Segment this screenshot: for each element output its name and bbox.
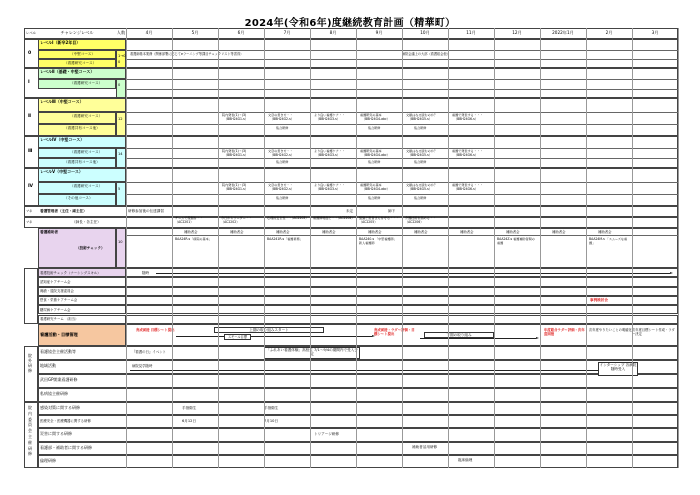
level0-note: 病院会議上の大部（看護総会他） [402, 51, 450, 56]
session-code: （BBH24G2-s） [270, 152, 294, 157]
month-gridline [586, 28, 587, 468]
external-row-name: 武田GP開業看護研修 [40, 377, 78, 382]
aux-session: 補助者会 [368, 230, 382, 234]
month-gridline [540, 28, 541, 468]
header-people: 人数 [116, 30, 126, 35]
session-title: 院内発表(1)〜(3) [222, 112, 247, 117]
session-title: 文章の書き方・・ [268, 112, 293, 117]
level-count: 14 [118, 152, 123, 156]
level-sub2: （その他コース） [64, 196, 93, 201]
month-gridline [218, 28, 219, 468]
mgmt-box: 上期の取り組みスタート [214, 327, 324, 333]
level-roman: 0 [28, 50, 32, 56]
internal-row-name: 医療安全・医療機器に関する研修 [40, 419, 91, 424]
manager-col8: 未定 [346, 209, 354, 213]
team-session: 介護技術を高める・・（AC2206） [405, 216, 436, 224]
session-title: 文章の書き方・・ [268, 148, 293, 153]
level-roman: Ⅳ [28, 184, 34, 189]
committee-name: 看護研究チーム （担当） [40, 317, 79, 321]
page-title: 2024年(令和6年)度継続教育計画（精華町） [244, 18, 456, 29]
common-note: 集合研修 [276, 126, 289, 131]
level-count-bg [116, 79, 126, 98]
external-label: 院外研修 [28, 353, 32, 373]
team-session: 看護師場面と・・（AC2204） [313, 216, 355, 220]
level-count: 1→0 [118, 53, 126, 58]
internal-item: 手指衛生 [182, 406, 197, 410]
committee-row [38, 277, 678, 286]
external-box: インターシップ 各病院 随時受入 [598, 362, 638, 376]
aux-note: BAA241R-s「看護業務」 [267, 237, 303, 241]
mgmt-item: 育成面接 目標シート提出 [136, 328, 175, 332]
mgmt-item: 次年度やりたいことの明確化 [589, 328, 632, 332]
month-header: 3月 [651, 30, 659, 35]
common-note: 集合研修 [368, 160, 381, 165]
committee-name: 認知症ケアチーム会 [40, 279, 71, 284]
header-level: レベル [25, 31, 37, 35]
external-arrow [130, 370, 630, 371]
level-count: 0 [118, 83, 121, 87]
session-code: （BBH24G5-s） [408, 116, 432, 121]
committee-row [38, 315, 678, 324]
session-title: 院内発表(1)〜(3) [222, 182, 247, 187]
manager-row2-roman: マネ [26, 220, 33, 224]
internal-label: 院内委員会主催研修 [28, 405, 32, 457]
common-note: 集合研修 [414, 126, 427, 131]
month-gridline [264, 28, 265, 468]
session-title: 看護研究の基本 [360, 148, 382, 153]
month-header: 4月 [145, 30, 153, 35]
internal-row [38, 402, 678, 415]
aux-block [38, 228, 678, 268]
team-session: 心理的安全性・・（AC2203） [267, 216, 309, 220]
common-note: 集合研修 [414, 196, 427, 201]
committee-row [38, 296, 678, 305]
level-sub1: （看護研究コース） [70, 149, 103, 154]
common-note: 集合研修 [368, 126, 381, 131]
manager-col9: 師下 [388, 209, 396, 213]
month-gridline [494, 28, 495, 468]
session-title: より良い看護ケア・・ [314, 148, 345, 153]
internal-row-name: 看護部・補助者に関する研修 [40, 444, 92, 450]
level-sub1: （看護研究コース） [70, 113, 103, 118]
committee-name: 看護技術チェック（ナーシングスキル） [40, 270, 101, 275]
committee-name: 糖尿病ケアチーム会 [40, 307, 71, 312]
mgmt-box: 下期の取り組み [424, 332, 494, 338]
committee-row [38, 305, 678, 314]
mgmt-item: 育成面接・ラダー評価・目標シート提出 [374, 328, 415, 337]
month-gridline [126, 28, 127, 468]
session-code: （BBH24G4-abc） [362, 152, 390, 157]
month-header: 9月 [375, 30, 383, 35]
session-title: 看護研究の基本 [360, 112, 382, 117]
team-session: 組織と患者さんを守る・・・（AC2205） [359, 216, 400, 224]
external-row [38, 374, 678, 388]
level-name: レベルⅢ（中堅コース） [40, 99, 84, 104]
mgmt-arrow [420, 338, 536, 339]
external-item: 病院見学随時 [132, 364, 153, 368]
committee-left-cell [24, 268, 38, 324]
level-name: レベルⅣ（中堅コース） [40, 137, 85, 142]
session-code: （BBH24G1-s） [224, 186, 248, 191]
month-gridline [448, 28, 449, 468]
aux-session: 補助者会 [506, 230, 520, 234]
team-session: 今日からリーダー・・（AC2202） [221, 216, 252, 224]
month-header: 10月 [420, 30, 430, 35]
committee-arrow [156, 273, 670, 274]
aux-name: 看護補助者 [40, 230, 58, 234]
level-count: 5 [118, 187, 121, 191]
external-box: 「ふれあい看護体験」高校生 7/1〜9/4の期間内で受入予定 [264, 347, 360, 359]
month-gridline [402, 28, 403, 468]
internal-row [38, 455, 678, 468]
aux-note: BAA24R-s「病院の基本」 [175, 237, 212, 241]
level-sub2: （看護共有コース他） [64, 126, 100, 131]
internal-row-name: 倫理研修 [40, 457, 56, 463]
mgmt-small: スモール目標 [224, 334, 251, 340]
month-header: 6月 [237, 30, 245, 35]
aux-count-bg [116, 228, 126, 268]
internal-item: 臨床倫理 [458, 458, 473, 462]
committee-name: 摂食・栄養ケアチーム会 [40, 298, 78, 303]
session-title: 文献はなぜ読むのか？ [406, 182, 437, 187]
level-roman: Ⅲ [28, 149, 33, 154]
internal-item: 補助者活用研修 [412, 445, 438, 449]
internal-item: 手指衛生 [264, 406, 279, 410]
month-gridline [356, 28, 357, 468]
month-header: 12月 [512, 30, 522, 35]
manager-row2-name: （師長・各主任） [72, 220, 101, 224]
common-note: 集合研修 [276, 196, 289, 201]
level-name: レベルⅠ（新卒2年目） [40, 40, 81, 45]
internal-item: トリアージ研修 [314, 432, 339, 436]
month-gridline [678, 28, 679, 468]
internal-item: 7月10日 [264, 419, 279, 423]
committee-note: 事例検討会 [590, 298, 608, 303]
month-header: 2022年1月 [552, 30, 574, 35]
session-title: 看護研究の基本 [360, 182, 382, 187]
training-plan-sheet [24, 28, 678, 468]
month-header: 5月 [191, 30, 199, 35]
session-code: （BBH24G1-s） [224, 152, 248, 157]
session-code: （BBH24G3-s） [316, 152, 340, 157]
level0-note: 看護師基本業務（関係部署に応じてeラーニング等課目チェックリスト等習得） [130, 51, 244, 56]
external-row-name: 看護協会主催活動等 [40, 349, 76, 354]
session-code: （BBH24G2-s） [270, 116, 294, 121]
session-title: 看護で発表する・・・ [452, 148, 483, 153]
common-note: 集合研修 [368, 196, 381, 201]
aux-session: 補助者会 [322, 230, 336, 234]
session-code: （BBH24G4-abc） [362, 116, 390, 121]
level-count-bg [116, 112, 126, 136]
mgmt-arrow [176, 336, 372, 337]
manager-roman: マネ [26, 209, 33, 213]
month-header: 2月 [605, 30, 613, 35]
manager-name: 看護管理者（主任・副主任） [40, 209, 87, 213]
level-sub2: （看護研究コース） [64, 61, 97, 66]
session-code: （BBH24G6-s） [454, 186, 478, 191]
level-sub1: （中堅コース） [70, 51, 95, 56]
level-count-bg [116, 50, 126, 68]
common-note: 集合研修 [414, 160, 427, 165]
month-gridline [172, 28, 173, 468]
session-title: 看護で発表する・・・ [452, 182, 483, 187]
aux-note: BAA24Z-s 看護補助者間の看護 [497, 237, 535, 245]
session-title: より良い看護ケア・・ [314, 112, 345, 117]
management-name: 看護活動・目標管理 [40, 332, 78, 337]
external-item: 『看護の日』イベント [132, 350, 166, 354]
level-sub1: （看護研究コース） [70, 81, 103, 85]
external-row-name: 地域活動 [40, 363, 56, 368]
month-header: 7月 [283, 30, 291, 35]
month-header: 11月 [466, 30, 476, 35]
aux-session: 補助者会 [230, 230, 244, 234]
aux-session: 補助者会 [552, 230, 566, 234]
level-count-bg [116, 182, 126, 206]
mgmt-item: 年度総合ラダー評価・次年度面接 [544, 328, 585, 337]
session-code: （BBH24G1-s） [224, 116, 248, 121]
session-code: （BBH24G3-s） [316, 186, 340, 191]
committee-note: 随時 [142, 270, 150, 275]
month-gridline [632, 28, 633, 468]
common-note: 集合研修 [276, 160, 289, 165]
committee-row [38, 287, 678, 296]
internal-row [38, 415, 678, 428]
month-gridline [310, 28, 311, 468]
level-name: レベルⅡ（基礎・中堅コース） [40, 69, 95, 74]
internal-row-name: 感染対策に関する研修 [40, 405, 80, 410]
level-count: 12 [118, 117, 123, 121]
mgmt-item: 次年度目標シート作成・ラダー決定 [632, 328, 675, 337]
month-header: 8月 [329, 30, 337, 35]
session-title: 文献はなぜ読むのか？ [406, 148, 437, 153]
level-sub2: （看護共有コース他） [64, 160, 100, 165]
aux-session: 補助者会 [276, 230, 290, 234]
session-title: 文献はなぜ読むのか？ [406, 112, 437, 117]
session-code: （BBH24G6-s） [454, 116, 478, 121]
session-title: より良い看護ケア・・ [314, 182, 345, 187]
level-count-bg [116, 148, 126, 168]
level-count2: 0 [118, 60, 121, 64]
internal-row [38, 442, 678, 455]
aux-session: 補助者会 [414, 230, 428, 234]
session-code: （BBH24G2-s） [270, 186, 294, 191]
committee-name: 褥瘡・退院支援委員会 [40, 289, 74, 294]
aux-session: 補助者会 [184, 230, 198, 234]
level-roman: Ⅰ [28, 80, 30, 85]
session-title: 看護で発表する・・・ [452, 112, 483, 117]
header-challenge: チャレンジレベル [60, 30, 94, 35]
session-code: （BBH24G5-s） [408, 152, 432, 157]
session-code: （BBH24G5-s） [408, 186, 432, 191]
session-code: （BBH24G6-s） [454, 152, 478, 157]
level-roman: Ⅱ [28, 114, 32, 119]
session-code: （BBH24G3-s） [316, 116, 340, 121]
internal-row-name: 災害に関する研修 [40, 431, 72, 437]
team-session: チームで役割を・・（AC2201） [175, 216, 203, 224]
aux-count: 10 [118, 240, 123, 244]
aux-session: 補助者会 [460, 230, 474, 234]
external-row [38, 388, 678, 402]
session-code: （BBH24G4-abc） [362, 186, 390, 191]
external-row-name: 私病協主催研修 [40, 391, 68, 396]
level-sub1: （看護研究コース） [70, 183, 103, 188]
session-title: 院内発表(1)〜(3) [222, 148, 247, 153]
level-name: レベルⅤ（中堅コース） [40, 169, 83, 174]
aux-session: 補助者会 [598, 230, 612, 234]
aux-note: BAA24M-s 「スムーズな看護」 [589, 237, 628, 245]
session-title: 文章の書き方・・ [268, 182, 293, 187]
aux-sub: （技術チェック） [76, 246, 105, 250]
internal-row [38, 428, 678, 441]
internal-item: 6月12日 [182, 419, 197, 423]
manager-note: 研修参加後の伝達講習 [128, 209, 164, 213]
aux-note: BAA240-s 「中堅看護師」新人看護師 [359, 237, 397, 245]
